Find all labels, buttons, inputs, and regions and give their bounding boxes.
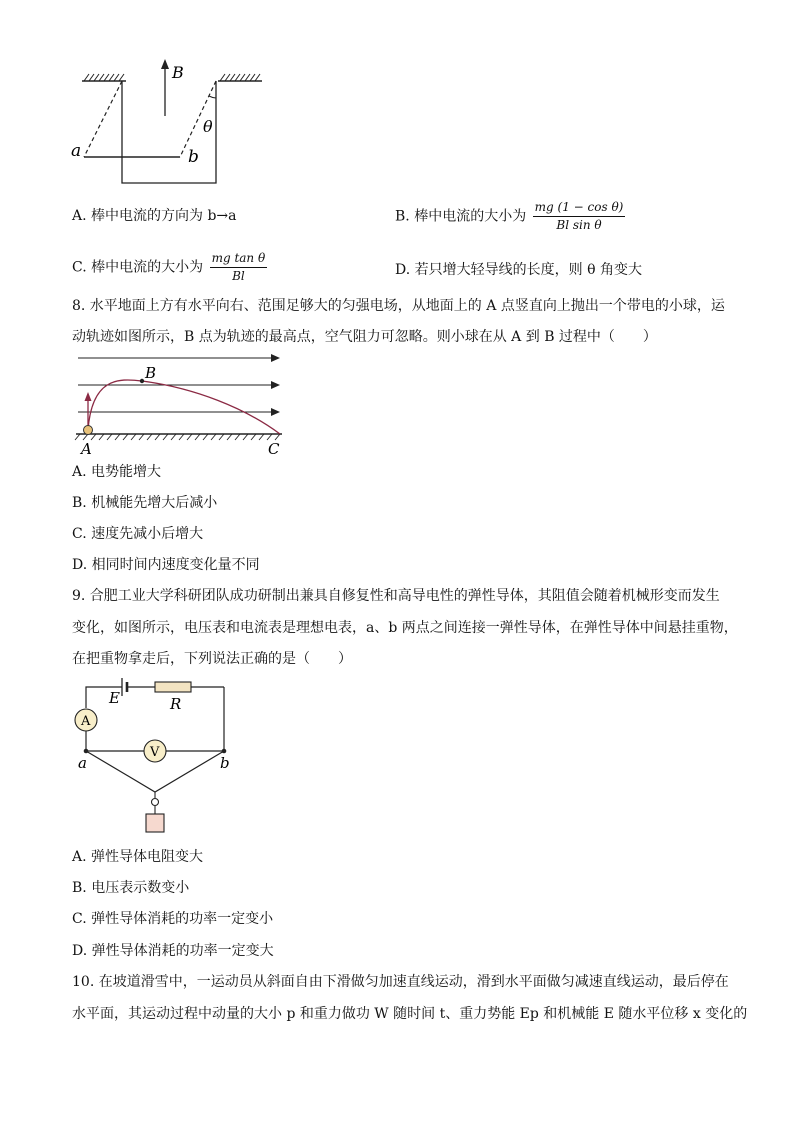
q7-option-b-prefix: B. [395,208,410,225]
q7-label-B: B [172,63,184,82]
q7-option-a-prefix: A. [72,208,87,224]
q9-voltmeter-label: V [150,745,160,760]
q7-option-c-fraction [210,251,268,284]
q7-option-d[interactable] [395,261,642,279]
q9-label-E: E [109,689,120,707]
q7-option-c-text: 棒中电流的大小为 [91,259,204,276]
q8-option-d[interactable]: D. 相同时间内速度变化量不同 [72,557,260,573]
q9-option-d[interactable]: D. 弹性导体消耗的功率一定变大 [72,943,274,959]
q8-label-C: C [268,440,280,458]
q9-label-a: a [78,754,87,772]
q8-option-c[interactable]: C. 速度先减小后增大 [72,526,204,542]
q10-stem-line-1: 10. 在坡道滑雪中，一运动员从斜面自由下滑做匀加速直线运动，滑到水平面做匀减速直线运动，最后停在 [72,974,729,990]
q9-ammeter-label: A [81,714,91,729]
q9-stem-line-1: 9. 合肥工业大学科研团队成功研制出兼具自修复性和高导电性的弹性导体，其阻值会随着机械形变而发生 [72,588,720,604]
q7-option-c-denominator: Bl [232,269,245,283]
q7-label-b: b [188,147,199,167]
q7-option-c[interactable] [72,251,267,284]
q7-option-b-denominator: Bl sin θ [556,218,602,232]
q7-option-a-text: 棒中电流的方向为 b→a [91,208,237,224]
q7-option-b-numerator: mg (1 − cos θ) [533,200,626,217]
q7-option-a[interactable] [72,207,237,225]
q8-figure [70,348,286,458]
q7-figure [70,56,270,188]
q9-option-a[interactable]: A. 弹性导体电阻变大 [72,849,204,865]
q7-option-d-text: 若只增大轻导线的长度，则 θ 角变大 [414,262,642,278]
q7-option-b-fraction [533,200,626,233]
q8-stem-line-1: 8. 水平地面上方有水平向右、范围足够大的匀强电场，从地面上的 A 点竖直向上抛出一个带电的小球，运 [72,298,725,314]
q9-label-b: b [220,754,230,772]
q9-option-c[interactable]: C. 弹性导体消耗的功率一定变小 [72,911,274,927]
q9-stem-line-2: 变化，如图所示，电压表和电流表是理想电表，a、b 两点之间连接一弹性导体，在弹性导体中间悬挂重物， [72,620,738,636]
q9-option-b[interactable]: B. 电压表示数变小 [72,880,190,896]
q7-label-theta: θ [203,117,213,136]
q8-label-B: B [145,364,157,382]
q8-label-A: A [81,440,92,458]
q7-option-d-prefix: D. [395,262,411,278]
q7-option-c-numerator: mg tan θ [210,251,268,268]
q8-stem-line-2: 动轨迹如图所示，B 点为轨迹的最高点，空气阻力可忽略。则小球在从 A 到 B 过程中（ ） [72,329,657,345]
q7-option-c-prefix: C. [72,259,87,276]
q8-option-a[interactable]: A. 电势能增大 [72,464,162,480]
q9-stem-line-3: 在把重物拿走后，下列说法正确的是（ ） [72,651,352,667]
q7-option-b[interactable] [395,200,625,233]
q8-option-b[interactable]: B. 机械能先增大后减小 [72,495,218,511]
q9-label-R: R [170,695,182,713]
q10-stem-line-2: 水平面，其运动过程中动量的大小 p 和重力做功 W 随时间 t、重力势能 Ep 和机械能 E 随水平位移 x 变化的 [72,1006,748,1022]
q7-label-a: a [71,141,82,161]
q7-option-b-text: 棒中电流的大小为 [414,208,527,225]
q9-figure [70,674,240,840]
